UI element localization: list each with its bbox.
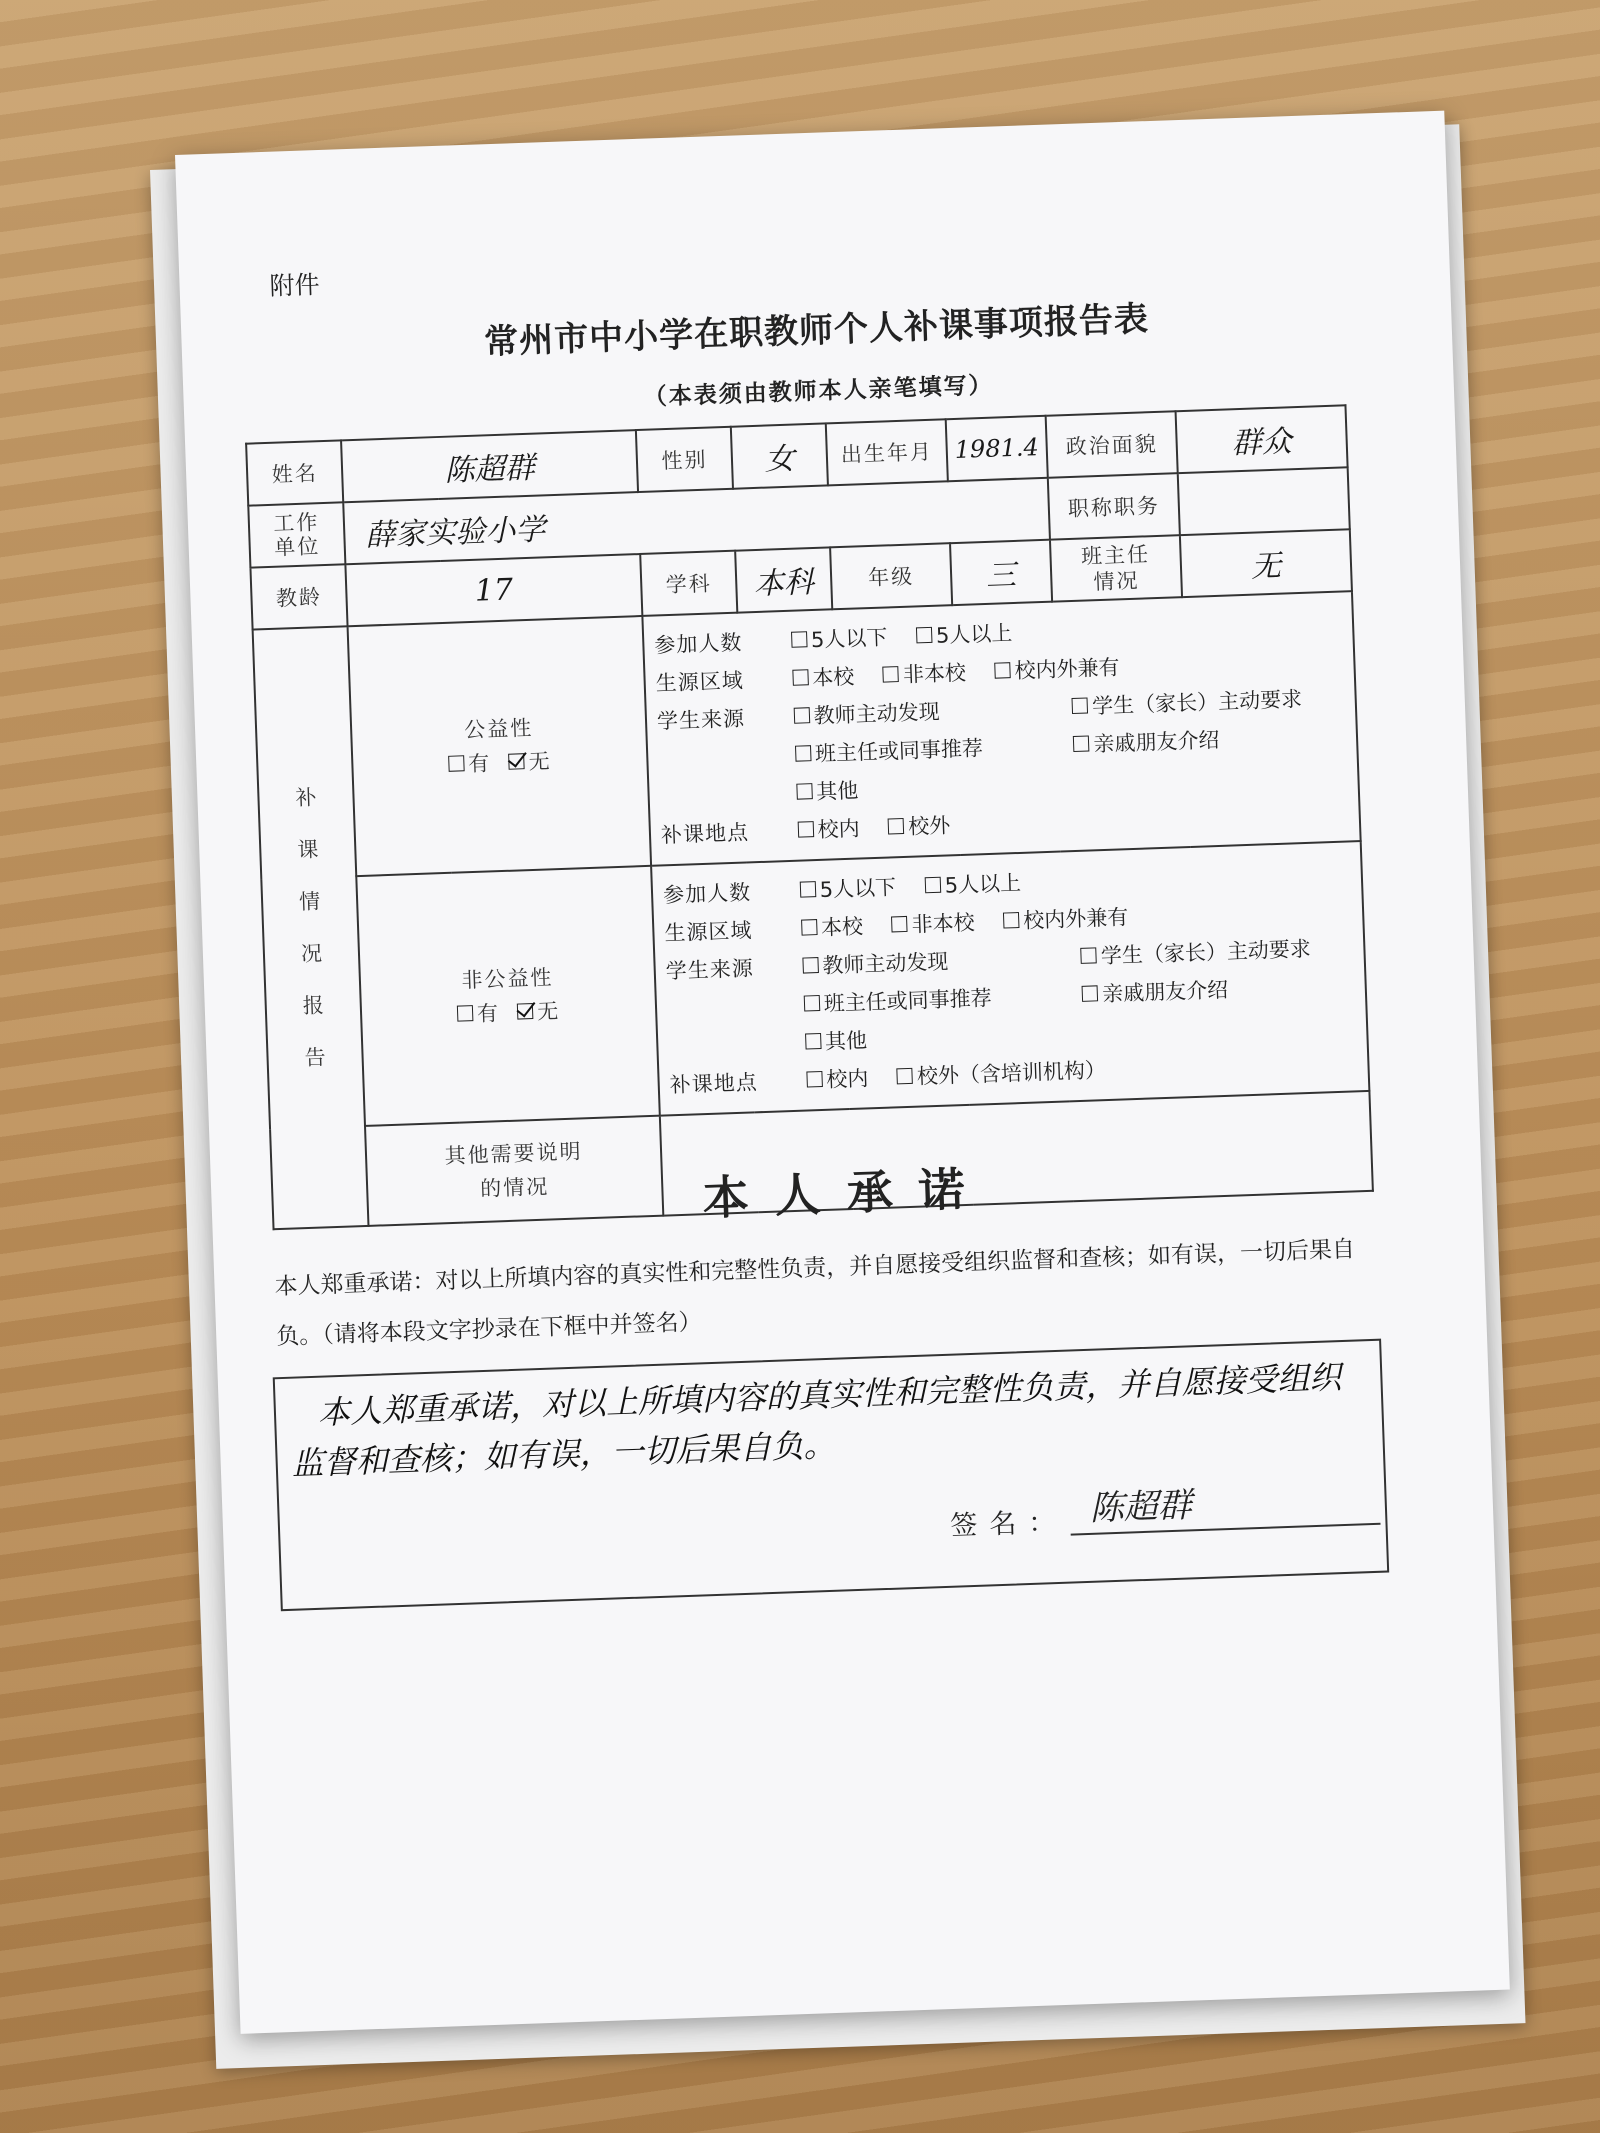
nonpublic-has-label: 有	[476, 1001, 501, 1026]
checkbox-location-in[interactable]	[806, 1071, 823, 1088]
checkbox-source-referral[interactable]	[795, 745, 812, 762]
work-unit-label	[248, 502, 345, 567]
option-label: 教师主动发现	[813, 699, 940, 729]
pledge-title: 本人承诺	[701, 1161, 992, 1226]
option-label: 非本校	[902, 660, 967, 687]
head-teacher-label	[1050, 535, 1182, 601]
birth-field[interactable]: 1981.4	[946, 416, 1048, 481]
gender-field[interactable]: 女	[731, 423, 828, 488]
signature-label: 签名：	[949, 1506, 1068, 1542]
name-field[interactable]: 陈超群	[341, 430, 638, 502]
subject-field[interactable]: 本科	[735, 547, 832, 612]
checkbox-source-other[interactable]	[805, 1033, 822, 1050]
report-char: 况	[300, 941, 323, 967]
non-public-welfare-options	[651, 841, 1369, 1116]
grade-label: 年级	[830, 543, 952, 609]
checkbox-participants-over5[interactable]	[924, 877, 941, 894]
public-welfare-options	[642, 591, 1360, 866]
checkbox-source-teacher[interactable]	[793, 707, 810, 724]
checkbox-location-out[interactable]	[888, 818, 905, 835]
option-label: 5人以上	[944, 870, 1022, 898]
checkbox-region-other[interactable]	[883, 666, 900, 683]
checkbox-source-other[interactable]	[796, 783, 813, 800]
option-label: 校内外兼有	[1022, 905, 1129, 933]
checkbox-source-referral[interactable]	[803, 995, 820, 1012]
public-welfare-label: 公益性	[463, 715, 534, 743]
signature-field[interactable]: 陈超群	[1069, 1471, 1381, 1536]
option-label: 教师主动发现	[821, 949, 949, 978]
attachment-label: 附件	[269, 270, 321, 301]
option-label: 班主任或同事推荐	[814, 736, 984, 767]
checkbox-region-school[interactable]	[801, 919, 818, 936]
option-label: 其他	[824, 1028, 868, 1054]
nonpublic-none-label: 无	[536, 999, 561, 1024]
checkbox-source-parent[interactable]	[1081, 947, 1098, 964]
gender-label: 性别	[636, 427, 733, 492]
checkbox-source-relatives[interactable]	[1082, 985, 1099, 1002]
birth-label: 出生年月	[826, 419, 948, 485]
option-label: 学生（家长）主动要求	[1100, 936, 1312, 969]
source-key: 学生来源	[656, 706, 746, 734]
checkbox-source-relatives[interactable]	[1073, 735, 1090, 752]
grade-field[interactable]: 三	[950, 540, 1052, 605]
checkbox-participants-over5[interactable]	[916, 627, 933, 644]
report-char: 情	[298, 889, 321, 915]
option-label: 5人以下	[819, 875, 897, 902]
option-label: 本校	[820, 914, 864, 940]
option-label: 班主任或同事推荐	[823, 986, 993, 1016]
checkbox-participants-under5[interactable]	[791, 631, 808, 648]
checkbox-participants-under5[interactable]	[799, 881, 816, 898]
head-teacher-label-line1: 班主任	[1080, 542, 1151, 569]
participants-key: 参加人数	[662, 880, 752, 908]
work-unit-field[interactable]: 薛家实验小学	[343, 478, 1050, 565]
public-none-label: 无	[528, 749, 552, 775]
years-field[interactable]: 17	[345, 554, 642, 626]
option-label: 校外	[907, 813, 951, 839]
checkbox-region-both[interactable]	[994, 662, 1011, 679]
head-teacher-label-line2: 情况	[1093, 568, 1140, 595]
checkbox-location-out[interactable]	[897, 1068, 914, 1085]
option-label: 校内外兼有	[1014, 655, 1120, 684]
source-key: 学生来源	[665, 956, 755, 984]
checkbox-nonpublic-none[interactable]	[517, 1003, 534, 1020]
participants-key: 参加人数	[653, 630, 743, 658]
option-label: 校外（含培训机构）	[916, 1058, 1107, 1089]
checkbox-region-school[interactable]	[792, 669, 809, 686]
report-char: 告	[304, 1045, 327, 1071]
pledge-instruction: 本人郑重承诺：对以上所填内容的真实性和完整性负责，并自愿接受组织监督和查核；如有误，一切后果自负。（请将本段文字抄录在下框中并签名）	[274, 1236, 1356, 1351]
checkbox-nonpublic-has[interactable]	[457, 1005, 474, 1022]
name-label: 姓名	[246, 440, 343, 505]
location-key: 补课地点	[660, 820, 750, 848]
pledge-handwritten-text: 本人郑重承诺，对以上所填内容的真实性和完整性负责，并自愿接受组织监督和查核；如有误，一切后果自负。	[291, 1358, 1343, 1483]
checkbox-location-in[interactable]	[797, 821, 814, 838]
checkbox-public-none[interactable]	[508, 753, 525, 770]
report-char: 课	[296, 837, 319, 863]
work-unit-label-line1: 工作	[273, 510, 320, 536]
option-label: 亲戚朋友介绍	[1093, 727, 1220, 757]
work-unit-label-line2: 单位	[273, 534, 321, 560]
option-label: 5人以下	[810, 625, 888, 653]
years-label: 教龄	[250, 564, 347, 629]
other-notes-label-line1: 其他需要说明	[444, 1139, 583, 1169]
option-label: 5人以上	[935, 621, 1013, 648]
checkbox-source-teacher[interactable]	[802, 957, 819, 974]
political-field[interactable]: 群众	[1176, 405, 1348, 473]
page-title: 常州市中小学在职教师个人补课事项报告表	[483, 299, 1150, 363]
non-public-welfare-cell	[356, 866, 660, 1126]
report-form-table	[245, 404, 1374, 1230]
report-char: 报	[302, 993, 325, 1019]
option-label: 校内	[817, 816, 861, 842]
option-label: 亲戚朋友介绍	[1101, 977, 1229, 1007]
political-label: 政治面貌	[1046, 411, 1178, 477]
report-char: 补	[295, 785, 317, 811]
checkbox-source-parent[interactable]	[1072, 697, 1089, 714]
row-public-welfare	[253, 591, 1361, 879]
checkbox-region-other[interactable]	[891, 916, 908, 933]
head-teacher-field[interactable]: 无	[1180, 529, 1352, 597]
checkbox-public-has[interactable]	[448, 755, 465, 772]
title-label: 职称职务	[1048, 473, 1180, 539]
option-label: 非本校	[911, 910, 976, 937]
option-label: 本校	[811, 664, 855, 691]
row-non-public-welfare	[261, 841, 1369, 1129]
paper-sheet	[175, 111, 1510, 2034]
option-label: 学生（家长）主动要求	[1091, 687, 1303, 719]
other-notes-label-line2: 的情况	[479, 1174, 550, 1201]
page-subtitle: （本表须由教师本人亲笔填写）	[643, 371, 994, 411]
option-label: 校内	[825, 1066, 869, 1092]
public-has-label: 有	[467, 751, 492, 777]
non-public-welfare-label: 非公益性	[461, 965, 554, 993]
checkbox-region-both[interactable]	[1003, 912, 1020, 929]
location-key: 补课地点	[669, 1070, 759, 1098]
public-welfare-cell	[348, 616, 652, 876]
region-key: 生源区域	[655, 668, 745, 696]
region-key: 生源区域	[664, 918, 753, 946]
subject-label: 学科	[640, 551, 737, 616]
title-field[interactable]	[1178, 467, 1350, 535]
pledge-handwriting-box[interactable]	[273, 1339, 1389, 1612]
option-label: 其他	[815, 778, 859, 804]
